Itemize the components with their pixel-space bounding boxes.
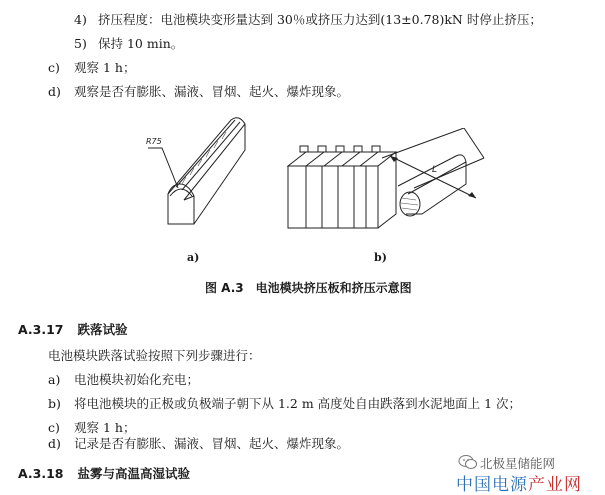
list-text: 挤压程度：电池模块变形量达到 30％或挤压力达到(13±0.78)kN 时停止挤压； bbox=[98, 12, 542, 27]
list-item bbox=[74, 12, 542, 28]
list-text: 观察是否有膨胀、漏液、冒烟、起火、爆炸现象。 bbox=[74, 84, 350, 99]
list-item bbox=[48, 420, 135, 436]
list-marker: d) bbox=[48, 84, 61, 99]
watermark-brand-part-a: 中国电源 bbox=[456, 475, 528, 495]
list-text: 保持 10 min。 bbox=[98, 36, 184, 51]
watermark-brand-part-b: 产业网 bbox=[528, 475, 582, 495]
watermark-brand bbox=[456, 470, 582, 495]
list-marker: 4) bbox=[74, 12, 87, 27]
crush-plate-drawing bbox=[138, 112, 260, 240]
list-item bbox=[48, 372, 199, 388]
section-title: 跌落试验 bbox=[77, 322, 128, 337]
watermark-source: 北极星储能网 bbox=[480, 456, 556, 471]
paragraph: 电池模块跌落试验按照下列步骤进行： bbox=[48, 348, 261, 363]
list-marker: 5) bbox=[74, 36, 87, 51]
list-text: 观察 1 h； bbox=[74, 420, 136, 435]
list-marker: c) bbox=[48, 420, 60, 435]
section-number: A.3.18 bbox=[18, 466, 64, 481]
list-item bbox=[48, 84, 349, 100]
list-text: 记录是否有膨胀、漏液、冒烟、起火、爆炸现象。 bbox=[74, 436, 350, 451]
list-item bbox=[48, 60, 135, 76]
list-text: 观察 1 h； bbox=[74, 60, 136, 75]
list-item bbox=[48, 436, 349, 452]
figure-caption: 图 A.3 电池模块挤压板和挤压示意图 bbox=[205, 281, 412, 295]
crush-setup-drawing bbox=[286, 128, 486, 238]
list-marker: b) bbox=[48, 396, 61, 411]
list-item bbox=[48, 396, 521, 412]
subfigure-label-b: b) bbox=[374, 251, 387, 264]
list-marker: d) bbox=[48, 436, 61, 451]
list-marker: c) bbox=[48, 60, 60, 75]
subfigure-label-a: a) bbox=[187, 251, 200, 264]
radius-label: R75 bbox=[146, 137, 162, 146]
list-text: 将电池模块的正极或负极端子朝下从 1.2 m 高度处自由跌落到水泥地面上 1 次； bbox=[74, 396, 522, 411]
wechat-icon bbox=[458, 454, 478, 470]
length-label: L bbox=[432, 165, 438, 175]
section-number: A.3.17 bbox=[18, 322, 64, 337]
section-title: 盐雾与高温高湿试验 bbox=[77, 466, 191, 481]
list-marker: a) bbox=[48, 372, 61, 387]
list-item bbox=[74, 36, 183, 52]
list-text: 电池模块初始化充电； bbox=[74, 372, 200, 387]
section-heading bbox=[18, 320, 128, 338]
section-heading bbox=[18, 464, 190, 482]
